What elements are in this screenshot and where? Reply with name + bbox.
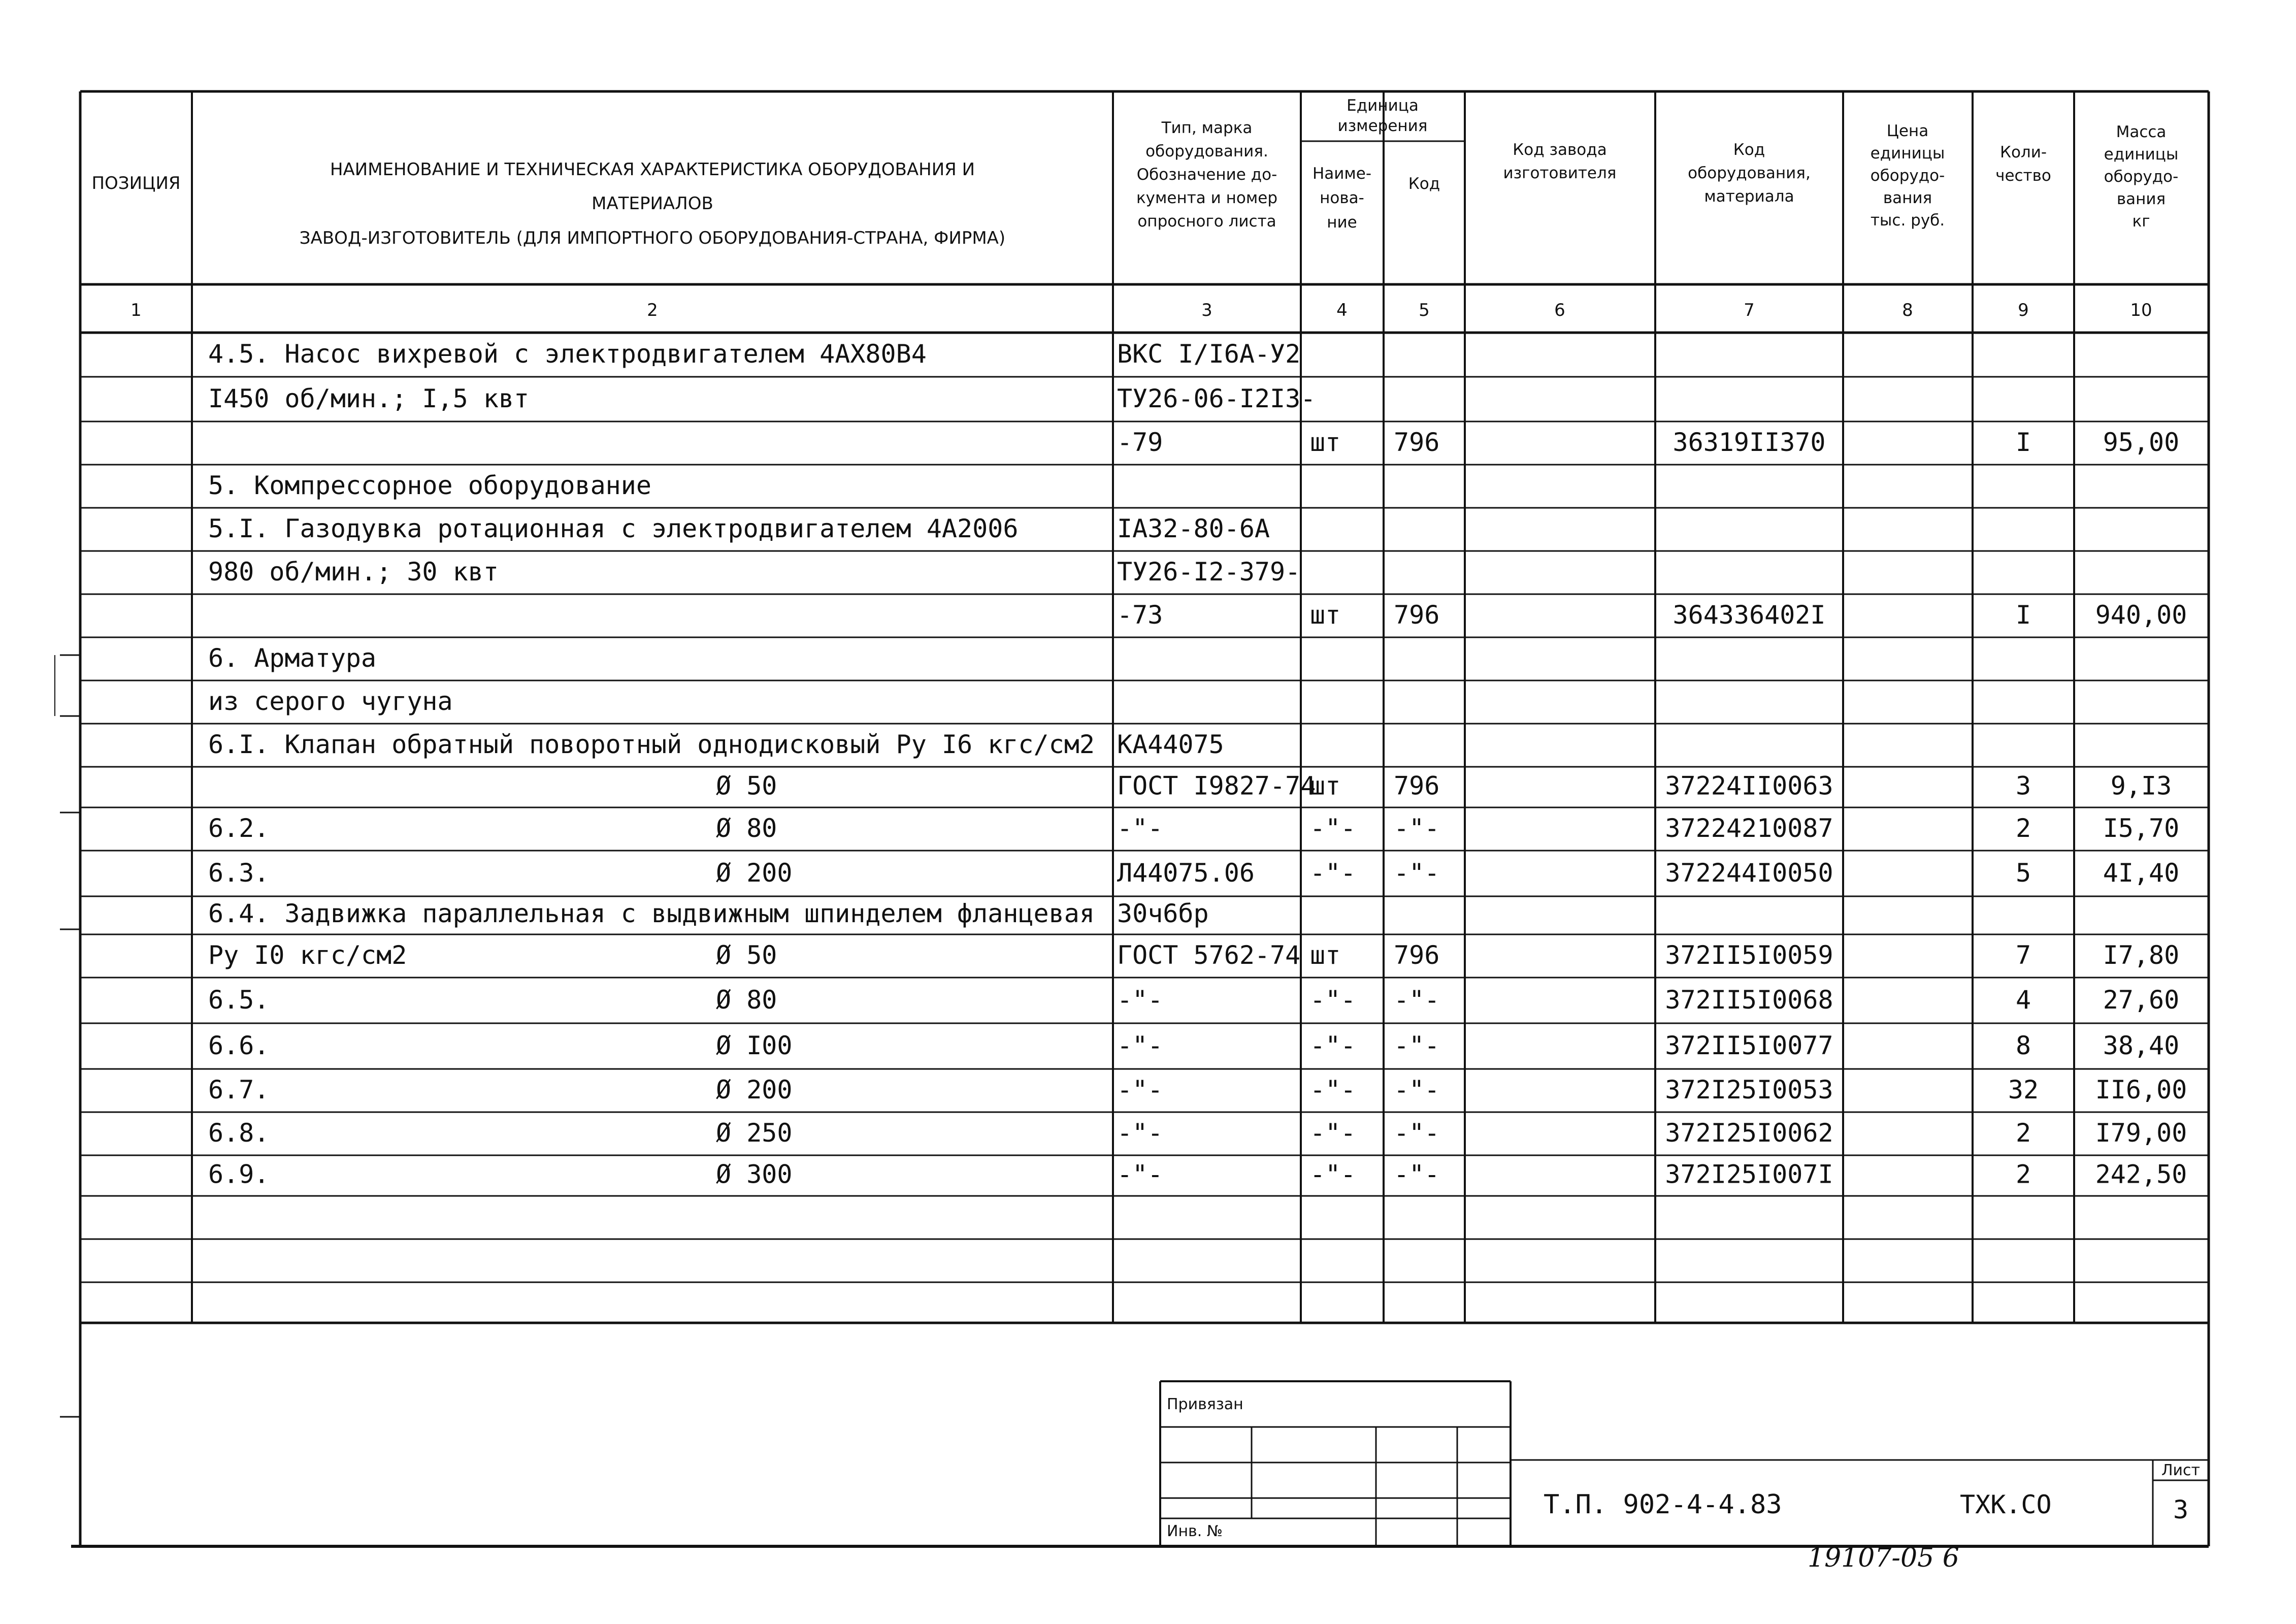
cell-equipment-code: 372II5I0068 — [1665, 985, 1833, 1015]
cell-name: 5. Компрессорное оборудование — [208, 470, 651, 500]
cell-type-mark: Л44075.06 — [1117, 858, 1255, 888]
cell-unit-name: -"- — [1310, 1031, 1356, 1061]
cell-unit-code: -"- — [1394, 813, 1440, 843]
header-unit-code: Код — [1408, 175, 1440, 193]
cell-diameter: Ø 50 — [716, 771, 777, 801]
cell-equipment-code: 372II5I0077 — [1665, 1031, 1833, 1061]
header-unit-mass-line-3: вания — [2116, 190, 2166, 208]
sheet-number: 3 — [2173, 1495, 2189, 1524]
cell-diameter: Ø 50 — [716, 940, 777, 970]
header-equipment-code-line-2: материала — [1704, 187, 1794, 206]
column-number-2: 2 — [647, 300, 658, 320]
cell-quantity: 4 — [2015, 985, 2031, 1015]
cell-type-mark: IА32-80-6А — [1117, 513, 1270, 543]
cell-quantity: 8 — [2015, 1031, 2031, 1061]
header-unit-mass-line-1: единицы — [2104, 145, 2179, 164]
header-type-mark-line-2: Обозначение до- — [1136, 166, 1277, 184]
cell-name: 5.I. Газодувка ротационная с электродвигателем 4А2006 — [208, 513, 1019, 543]
header-unit-group-line-1: измерения — [1337, 117, 1428, 135]
cell-equipment-code: 372I25I0062 — [1665, 1118, 1833, 1148]
header-name-line1: НАИМЕНОВАНИЕ И ТЕХНИЧЕСКАЯ ХАРАКТЕРИСТИКА ОБОРУДОВАНИЯ И — [330, 159, 975, 180]
header-equipment-code-line-1: оборудования, — [1688, 164, 1811, 182]
cell-name: 6. Арматура — [208, 643, 377, 673]
sheet-code: ТХК.СО — [1960, 1490, 2052, 1519]
cell-name: из серого чугуна — [208, 686, 453, 716]
cell-unit-name: -"- — [1310, 813, 1356, 843]
table-row — [208, 1075, 2187, 1105]
table-row — [208, 687, 453, 716]
cell-type-mark: 30ч6бр — [1117, 899, 1209, 928]
cell-unit-mass: 27,60 — [2103, 985, 2180, 1015]
cell-type-mark: -"- — [1117, 1159, 1163, 1189]
cell-type-mark: -"- — [1117, 1118, 1163, 1148]
column-number-5: 5 — [1419, 300, 1430, 320]
linked-label: Привязан — [1167, 1395, 1243, 1413]
header-name-line2: МАТЕРИАЛОВ — [592, 193, 713, 214]
cell-diameter: Ø 250 — [716, 1118, 793, 1148]
cell-quantity: 2 — [2015, 1159, 2031, 1189]
cell-unit-code: 796 — [1394, 600, 1440, 630]
cell-unit-code: -"- — [1394, 1159, 1440, 1189]
header-equipment-code-line-0: Код — [1733, 141, 1765, 159]
cell-name: 6.9. — [208, 1159, 270, 1189]
table-row — [208, 730, 1224, 759]
header-unit-price-line-3: вания — [1883, 189, 1932, 207]
cell-unit-name: -"- — [1310, 1118, 1356, 1148]
column-number-4: 4 — [1336, 300, 1348, 320]
cell-type-mark: -"- — [1117, 1075, 1163, 1105]
cell-diameter: Ø 200 — [716, 858, 793, 888]
table-row — [208, 814, 2179, 843]
header-quantity-line-0: Коли- — [1999, 143, 2047, 161]
cell-unit-mass: 9,I3 — [2110, 771, 2172, 801]
table-row — [208, 384, 1316, 413]
cell-name: 6.3. — [208, 858, 270, 888]
cell-equipment-code: 372244I0050 — [1665, 858, 1833, 888]
cell-name: 6.I. Клапан обратный поворотный однодисковый Ру I6 кгс/см2 — [208, 729, 1095, 759]
sheet-label: Лист — [2161, 1461, 2201, 1479]
cell-unit-code: 796 — [1394, 427, 1440, 457]
cell-type-mark: -73 — [1117, 600, 1163, 630]
cell-type-mark: -"- — [1117, 985, 1163, 1015]
cell-type-mark: КА44075 — [1117, 729, 1224, 759]
table-row — [208, 557, 1300, 587]
cell-equipment-code: 372I25I0053 — [1665, 1075, 1833, 1105]
cell-quantity: I — [2015, 427, 2031, 457]
table-row — [208, 339, 1300, 369]
cell-quantity: 5 — [2015, 858, 2031, 888]
cell-name: 6.6. — [208, 1031, 270, 1061]
cell-unit-name: шт — [1310, 600, 1341, 630]
cell-type-mark: ТУ26-I2-379- — [1117, 557, 1301, 587]
cell-unit-code: -"- — [1394, 1031, 1440, 1061]
cell-name: Ру I0 кгс/см2 — [208, 940, 407, 970]
cell-unit-mass: I79,00 — [2095, 1118, 2187, 1148]
header-unit-price-line-2: оборудо- — [1870, 167, 1945, 185]
cell-diameter: Ø 200 — [716, 1075, 793, 1105]
table-row — [208, 940, 2179, 970]
cell-type-mark: -"- — [1117, 1031, 1163, 1061]
column-number-8: 8 — [1902, 300, 1913, 320]
cell-unit-name: -"- — [1310, 1159, 1356, 1189]
cell-quantity: I — [2015, 600, 2031, 630]
title-block-stamp — [1160, 1381, 2209, 1546]
header-unit-name-line-0: Наиме- — [1312, 165, 1372, 183]
cell-unit-mass: 940,00 — [2095, 600, 2187, 630]
header-type-mark-line-3: кумента и номер — [1136, 189, 1278, 207]
table-row — [208, 514, 1270, 543]
cell-unit-mass: II6,00 — [2095, 1075, 2187, 1105]
cell-diameter: Ø 300 — [716, 1159, 793, 1189]
column-number-3: 3 — [1201, 300, 1212, 320]
cell-diameter: Ø 80 — [716, 813, 777, 843]
cell-quantity: 32 — [2008, 1075, 2039, 1105]
table-row — [208, 1118, 2187, 1148]
cell-diameter: Ø I00 — [716, 1031, 793, 1061]
cell-equipment-code: 364336402I — [1672, 600, 1826, 630]
cell-name: I450 об/мин.; I,5 квт — [208, 383, 530, 413]
cell-name: 6.8. — [208, 1118, 270, 1148]
cell-type-mark: ТУ26-06-I2I3- — [1117, 383, 1316, 413]
inventory-number-label: Инв. № — [1167, 1522, 1223, 1540]
column-number-10: 10 — [2130, 300, 2152, 320]
column-number-row — [130, 300, 2152, 320]
cell-type-mark: ГОСТ I9827-74 — [1117, 771, 1316, 801]
cell-unit-name: -"- — [1310, 985, 1356, 1015]
header-type-mark-line-4: опросного листа — [1137, 212, 1276, 231]
handwritten-archive-number: 19107-05 6 — [1808, 1543, 1959, 1573]
column-number-7: 7 — [1744, 300, 1755, 320]
cell-name: 6.4. Задвижка параллельная с выдвижным шпинделем фланцевая — [208, 899, 1095, 928]
cell-equipment-code: 37224210087 — [1665, 813, 1833, 843]
table-row — [208, 899, 1209, 928]
table-body — [208, 339, 2187, 1189]
table-row — [1117, 428, 2179, 457]
table-row — [716, 771, 2172, 800]
cell-unit-mass: I7,80 — [2103, 940, 2180, 970]
table-row — [1117, 600, 2187, 630]
cell-quantity: 7 — [2015, 940, 2031, 970]
header-unit-price-line-4: тыс. руб. — [1870, 211, 1945, 230]
header-type-mark-line-0: Тип, марка — [1161, 119, 1253, 137]
column-number-9: 9 — [2018, 300, 2029, 320]
cell-quantity: 2 — [2015, 813, 2031, 843]
table-row — [208, 643, 376, 673]
cell-equipment-code: 372I25I007I — [1665, 1159, 1833, 1189]
header-unit-mass-line-2: оборудо- — [2104, 168, 2179, 186]
cell-equipment-code: 372II5I0059 — [1665, 940, 1833, 970]
header-factory-code-line-1: изготовителя — [1503, 164, 1617, 182]
table-row — [208, 1159, 2187, 1189]
cell-name: 980 об/мин.; 30 квт — [208, 557, 499, 587]
cell-unit-name: шт — [1310, 771, 1341, 801]
header-unit-mass-line-0: Масса — [2116, 123, 2167, 141]
table-row — [208, 858, 2179, 888]
cell-unit-mass: 4I,40 — [2103, 858, 2180, 888]
header-unit-price-line-0: Цена — [1886, 122, 1929, 140]
cell-unit-name: -"- — [1310, 858, 1356, 888]
cell-type-mark: ГОСТ 5762-74 — [1117, 940, 1301, 970]
cell-unit-mass: 38,40 — [2103, 1031, 2180, 1061]
header-name-line3: ЗАВОД-ИЗГОТОВИТЕЛЬ (ДЛЯ ИМПОРТНОГО ОБОРУДОВАНИЯ-СТРАНА, ФИРМА) — [299, 228, 1006, 248]
header-position: ПОЗИЦИЯ — [91, 173, 181, 193]
cell-quantity: 2 — [2015, 1118, 2031, 1148]
cell-equipment-code: 36319II370 — [1672, 427, 1826, 457]
table-row — [208, 985, 2179, 1015]
cell-unit-mass: 95,00 — [2103, 427, 2180, 457]
cell-unit-name: -"- — [1310, 1075, 1356, 1105]
header-unit-price-line-1: единицы — [1870, 144, 1945, 163]
cell-quantity: 3 — [2015, 771, 2031, 801]
cell-name: 6.7. — [208, 1075, 270, 1105]
header-type-mark-line-1: оборудования. — [1145, 142, 1268, 160]
cell-diameter: Ø 80 — [716, 985, 777, 1015]
cell-unit-code: 796 — [1394, 940, 1440, 970]
cell-unit-mass: 242,50 — [2095, 1159, 2187, 1189]
cell-equipment-code: 37224II0063 — [1665, 771, 1833, 801]
table-header — [91, 96, 2178, 248]
cell-type-mark: -"- — [1117, 813, 1163, 843]
cell-unit-code: 796 — [1394, 771, 1440, 801]
cell-unit-code: -"- — [1394, 1075, 1440, 1105]
header-quantity-line-1: чество — [1995, 167, 2051, 185]
cell-unit-name: шт — [1310, 940, 1341, 970]
header-unit-name-line-1: нова- — [1320, 189, 1364, 207]
header-unit-mass-line-4: кг — [2132, 212, 2150, 231]
cell-unit-code: -"- — [1394, 1118, 1440, 1148]
cell-unit-code: -"- — [1394, 858, 1440, 888]
cell-unit-code: -"- — [1394, 985, 1440, 1015]
header-unit-group-line-0: Единица — [1347, 96, 1419, 115]
table-row — [208, 471, 651, 500]
header-factory-code-line-0: Код завода — [1513, 141, 1607, 159]
header-unit-name-line-2: ние — [1327, 213, 1357, 232]
cell-unit-name: шт — [1310, 427, 1341, 457]
table-row — [208, 1031, 2179, 1060]
cell-type-mark: ВКС I/I6А-У2 — [1117, 339, 1301, 369]
cell-type-mark: -79 — [1117, 427, 1163, 457]
column-number-1: 1 — [130, 300, 142, 320]
document-code: Т.П. 902-4-4.83 — [1544, 1489, 1782, 1520]
cell-name: 6.2. — [208, 813, 270, 843]
column-number-6: 6 — [1554, 300, 1565, 320]
cell-name: 4.5. Насос вихревой с электродвигателем 4АХ80В4 — [208, 339, 927, 369]
cell-name: 6.5. — [208, 985, 270, 1015]
cell-unit-mass: I5,70 — [2103, 813, 2180, 843]
